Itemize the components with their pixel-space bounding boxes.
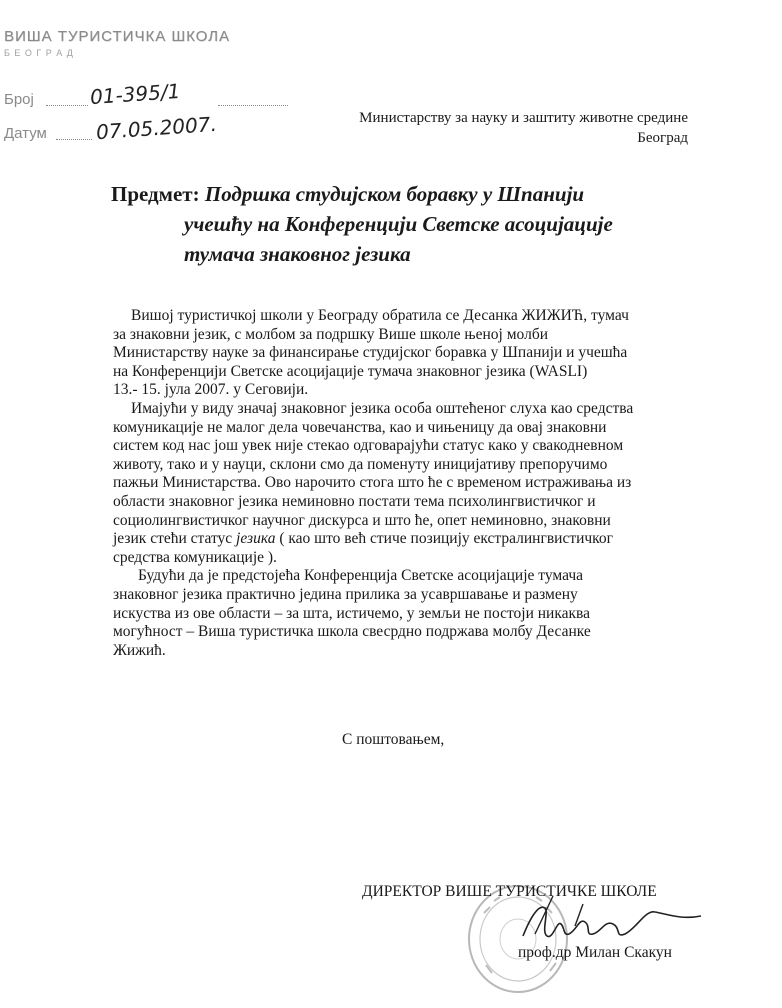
subject-line: учешћу на Конференцији Светске асоцијације	[184, 212, 613, 236]
body-line: искуства из ове области – за шта, истичемо, у земљи не постоји никаква	[113, 604, 591, 622]
body-line: Министарству науке за финансирање студијског боравка у Шпанији и учешћа	[113, 344, 628, 362]
stamp-institution-name: ВИША ТУРИСТИЧКА ШКОЛА	[4, 28, 231, 45]
registration-date-value: 07.05.2007.	[95, 111, 218, 145]
stamp-city: Б Е О Г Р А Д	[4, 48, 74, 58]
body-text: језик стећи статус	[113, 530, 237, 548]
registration-number-label: Број	[4, 91, 34, 108]
body-line: на Конференцији Светске асоцијације тумача знаковног језика (WASLI)	[113, 362, 588, 380]
registration-number-row	[4, 78, 304, 110]
dotted-line	[56, 139, 92, 140]
body-line: пажњи Министарства. Ово нарочито стога што ће с временом истраживања из	[113, 474, 632, 492]
signatory-title: ДИРЕКТОР ВИШЕ ТУРИСТИЧКЕ ШКОЛЕ	[362, 883, 657, 900]
body-line: Будући да је предстојећа Конференција Светске асоцијације тумача	[138, 567, 584, 585]
signatory-name: проф.др Милан Скакун	[518, 944, 672, 961]
dotted-line	[218, 105, 288, 106]
body-italic-term: језика	[236, 530, 276, 548]
body-line: Вишој туристичкој школи у Београду обратила се Десанка ЖИЖИЋ, тумач	[131, 307, 629, 324]
body-line: средства комуникације ).	[113, 548, 277, 566]
body-line: области знаковног језика неминовно постати тема психолингвистичког и	[113, 492, 596, 510]
body-line: комуникације не малог дела човечанства, као и чињеницу да овај знаковни	[113, 418, 607, 436]
registration-date-row	[4, 111, 304, 145]
body-line	[113, 530, 699, 549]
subject-line: тумача знаковног језика	[184, 242, 411, 266]
subject-label: Предмет:	[111, 182, 200, 206]
body-line: за знаковни језик, с молбом за подршку Више школе њеној молби	[113, 325, 548, 343]
body-paragraph	[113, 307, 699, 400]
subject-block	[111, 179, 751, 269]
addressee-block	[359, 108, 688, 148]
body-line: 13.- 15. јула 2007. у Сеговији.	[113, 381, 309, 399]
body-line: могућност – Виша туристичка школа свесрдно подржава молбу Десанке	[113, 623, 591, 641]
letter-body	[113, 307, 699, 660]
body-line: Жижић.	[113, 641, 166, 659]
body-paragraph	[113, 400, 699, 567]
body-text: ( као што већ стиче позицију екстралингвистичког	[275, 530, 614, 548]
letterhead-stamp	[0, 22, 280, 62]
body-line: знаковног језика практично једина прилика за усавршавање и размену	[113, 585, 578, 603]
registration-date-label: Датум	[4, 125, 47, 142]
body-line: социолингвистичког научног дискурса и што ће, опет неминовно, знаковни	[113, 511, 611, 529]
body-line: Имајући у виду значај знаковног језика особа оштећеног слуха као средства	[131, 399, 634, 417]
handwritten-signature-icon	[505, 890, 715, 950]
subject-line: Подршка студијском боравку у Шпанији	[204, 182, 585, 206]
addressee-city: Београд	[637, 130, 688, 146]
closing-salutation: С поштовањем,	[342, 731, 445, 748]
body-line: животу, тако и у науци, склони смо да поменуту иницијативу препоручимо	[113, 455, 608, 473]
dotted-line	[46, 105, 88, 106]
body-paragraph	[113, 567, 699, 660]
body-line: систем код нас још увек није стекао одговарајући статус како у свакодневном	[113, 437, 624, 455]
addressee-line: Министарству за науку и заштиту животне средине	[359, 110, 688, 126]
registration-number-value: 01-395/1	[89, 78, 182, 110]
